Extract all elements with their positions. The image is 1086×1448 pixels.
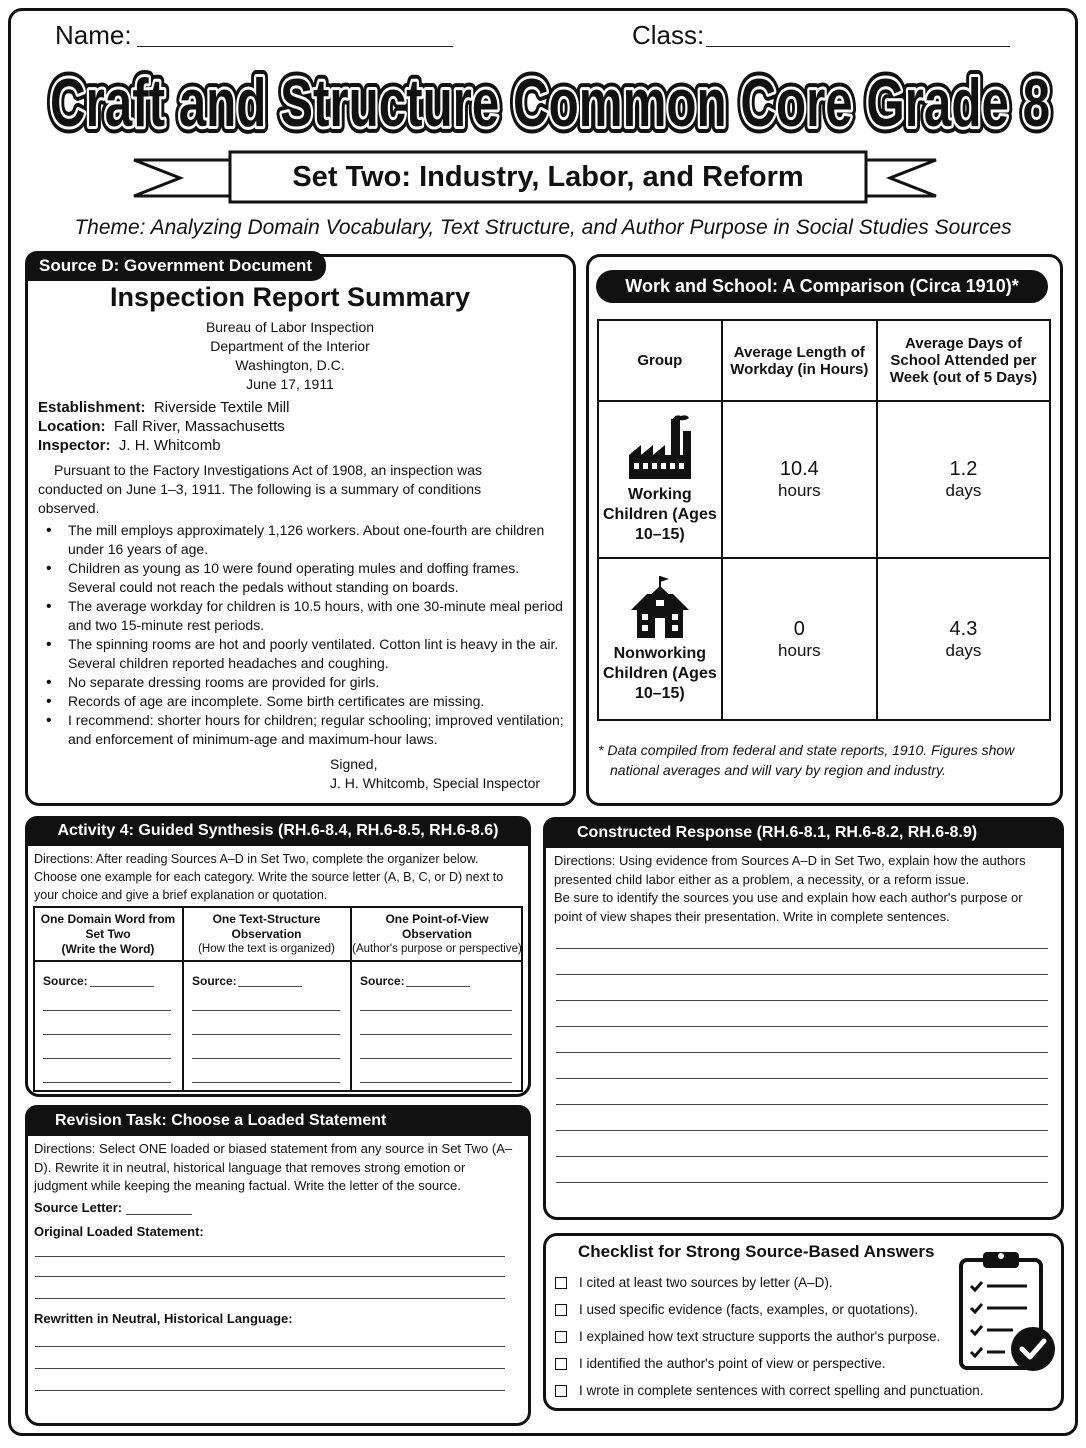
signed-label: Signed, [330,756,378,772]
clipboard-checklist-icon [955,1248,1059,1376]
report-intro: Pursuant to the Factory Investigations Act of 1908, an inspection was conducted on June 1–3, 1911. The following is a summary of conditions observed. [38,462,483,516]
signer-name: J. H. Whitcomb, Special Inspector [330,775,541,791]
writing-line[interactable] [192,1010,340,1011]
organizer-header [184,912,349,957]
writing-line[interactable] [192,1082,340,1083]
list-item: • The spinning rooms are hot and poorly ventilated. Cotton lint is heavy in the air. Several children reported headaches and coughing. [38,635,566,673]
writing-line[interactable] [360,1010,512,1011]
checklist-item[interactable] [555,1302,918,1317]
source-letter-line[interactable] [126,1214,192,1215]
header-school: Average Days of School Attended per Week (out of 5 Days) [877,320,1050,401]
source-label: Source: [360,974,405,988]
theme-line: Theme: Analyzing Domain Vocabulary, Text Structure, and Author Purpose in Social Studies Sources [74,216,1012,239]
directions-text: Directions: Using evidence from Sources A–D in Set Two, explain how the authors presented child labor either as a problem, a necessity, or a reform issue. [554,853,1026,887]
checklist-item[interactable] [555,1383,983,1398]
schoolhouse-icon [629,574,691,640]
school-value: 4.3 [949,617,978,640]
report-title: Inspection Report Summary [109,282,471,312]
workday-cell [722,401,877,558]
source-d-tab: Source D: Government Document [25,251,326,281]
comparison-tab: Work and School: A Comparison (Circa 1910)* [596,270,1048,303]
group-cell [598,558,722,720]
checklist-item[interactable] [555,1356,886,1371]
writing-line[interactable] [556,1000,1048,1001]
checklist-title: Checklist for Strong Source-Based Answers [578,1242,935,1261]
list-item: • Children as young as 10 were found operating mules and doffing frames. Several could not reach the pedals without standing on boards. [38,559,566,597]
school-unit: days [945,481,982,500]
table-row [598,558,1050,720]
list-item: • I recommend: shorter hours for children; regular schooling; improved ventilation; and enforcement of minimum-age and maximum-hour laws. [38,711,566,749]
workday-unit: hours [778,640,821,660]
workday-value: 10.4 [779,458,819,480]
checklist-item-label: I wrote in complete sentences with correct spelling and punctuation. [579,1383,984,1398]
column-title: One Domain Word from Set Two [40,912,176,941]
constructed-directions [554,852,1054,926]
organizer-header [35,912,181,957]
checklist-item[interactable] [555,1275,833,1290]
constructed-response-tab: Constructed Response (RH.6-8.1, RH.6-8.2, RH.6-8.9) [543,817,1064,848]
writing-line[interactable] [556,1078,1048,1079]
column-title: One Text-Structure Observation [212,912,321,941]
factory-icon [625,415,695,481]
writing-line[interactable] [556,1104,1048,1105]
directions-text: Be sure to identify the sources you use and explain how each author's purpose or point of view shapes their presentation. Write in complete sentences. [554,890,1023,924]
class-line[interactable] [706,46,1010,47]
writing-line[interactable] [43,1082,171,1083]
report-date: June 17, 1911 [246,376,334,392]
location-label: Location: [38,418,106,435]
checklist-item-label: I identified the author's point of view or perspective. [579,1356,886,1371]
writing-line[interactable] [192,1058,340,1059]
writing-line[interactable] [556,1052,1048,1053]
comparison-table [597,319,1051,721]
organizer-header [352,912,522,957]
revision-tab: Revision Task: Choose a Loaded Statement [25,1105,531,1136]
svg-text:Craft and Structure Common Cor: Craft and Structure Common Core Grade 8 [50,65,1050,141]
school-unit: days [945,640,982,660]
checkbox[interactable] [555,1277,567,1289]
name-line[interactable] [137,46,453,47]
organizer-divider [33,960,523,962]
table-footnote: * Data compiled from federal and state reports, 1910. Figures show national averages and will vary by region and industry. [598,742,1015,778]
source-input-line[interactable] [90,986,154,987]
activity4-tab: Activity 4: Guided Synthesis (RH.6-8.4, RH.6-8.5, RH.6-8.6) [25,816,531,846]
writing-line[interactable] [556,948,1048,949]
writing-line[interactable] [556,1182,1048,1183]
svg-text:Craft and Structure Common Cor: Craft and Structure Common Core Grade 8 [50,65,1050,141]
svg-text:Craft and Structure Common Cor: Craft and Structure Common Core Grade 8 [50,65,1050,141]
writing-line[interactable] [35,1346,505,1347]
writing-line[interactable] [360,1082,512,1083]
school-cell [877,401,1050,558]
source-label: Source: [43,974,88,988]
inspector-value: J. H. Whitcomb [118,437,221,454]
writing-line[interactable] [192,1034,340,1035]
list-item: • Records of age are incomplete. Some birth certificates are missing. [38,692,566,711]
class-label: Class: [632,20,705,50]
group-label: Nonworking Children (Ages 10–15) [602,645,717,702]
report-org [40,318,540,394]
writing-line[interactable] [360,1058,512,1059]
establishment-value: Riverside Textile Mill [153,399,290,416]
writing-line[interactable] [35,1390,505,1391]
inspector-label: Inspector: [38,437,111,454]
checklist-item-label: I used specific evidence (facts, examples, or quotations). [579,1302,919,1317]
writing-line[interactable] [35,1298,505,1299]
group-label: Working Children (Ages 10–15) [602,485,717,543]
checkbox[interactable] [555,1385,567,1397]
column-subtitle: (Author's purpose or perspective) [352,943,522,955]
writing-line[interactable] [556,974,1048,975]
school-value: 1.2 [949,458,978,480]
source-input-line[interactable] [238,986,302,987]
writing-line[interactable] [556,1156,1048,1157]
source-letter-label: Source Letter: [34,1200,123,1215]
source-label: Source: [192,974,237,988]
original-statement-label: Original Loaded Statement: [34,1224,204,1239]
main-title [40,56,1060,146]
checklist-item-label: I explained how text structure supports the author's purpose. [579,1329,941,1344]
school-cell [877,558,1050,720]
report-bullets [38,521,566,749]
header-workday: Average Length of Workday (in Hours) [722,320,877,401]
location-value: Fall River, Massachusetts [113,418,285,435]
group-cell [598,401,722,558]
activity4-directions: Directions: After reading Sources A–D in Set Two, complete the organizer below. Choose one example for each category. Write the source letter (A, B, C, or D) next to your choice and give a brief explanation or quotation. [34,852,504,902]
checklist-item-label: I cited at least two sources by letter (A–D). [579,1275,833,1290]
table-row [598,401,1050,558]
checkbox[interactable] [555,1304,567,1316]
writing-line[interactable] [35,1276,505,1277]
workday-cell [722,558,877,720]
subtitle: Set Two: Industry, Labor, and Reform [292,160,804,193]
source-input-line[interactable] [406,986,470,987]
workday-value: 0 [793,617,805,640]
list-item: • No separate dressing rooms are provided for girls. [38,673,566,692]
name-label: Name: [55,20,132,50]
writing-line[interactable] [360,1034,512,1035]
org-line: Department of the Interior [210,338,370,354]
checklist-item[interactable] [555,1329,940,1344]
writing-line[interactable] [43,1034,171,1035]
writing-line[interactable] [35,1368,505,1369]
checkbox[interactable] [555,1331,567,1343]
column-title: One Point-of-View Observation [385,912,489,941]
list-item: • The mill employs approximately 1,126 workers. About one-fourth are children under 16 years of age. [38,521,566,559]
rewritten-label: Rewritten in Neutral, Historical Language: [34,1311,293,1326]
writing-line[interactable] [556,1026,1048,1027]
header-group: Group [598,320,722,401]
list-item: • The average workday for children is 10.5 hours, with one 30-minute meal period and two 15-minute rest periods. [38,597,566,635]
org-line: Bureau of Labor Inspection [205,319,375,335]
writing-line[interactable] [556,1130,1048,1131]
checkbox[interactable] [555,1358,567,1370]
revision-directions: Directions: Select ONE loaded or biased statement from any source in Set Two (A–D). Rewrite it in neutral, historical language that removes strong emotion or judgment while keeping the meaning factual. Write the letter of the source. [34,1141,513,1193]
column-subtitle: (Write the Word) [61,942,155,956]
report-details [38,398,558,455]
writing-line[interactable] [43,1010,171,1011]
establishment-label: Establishment: [38,399,146,416]
org-line: Washington, D.C. [235,357,345,373]
column-subtitle: (How the text is organized) [198,943,335,955]
workday-unit: hours [778,481,821,500]
writing-line[interactable] [43,1058,171,1059]
writing-line[interactable] [35,1256,505,1257]
